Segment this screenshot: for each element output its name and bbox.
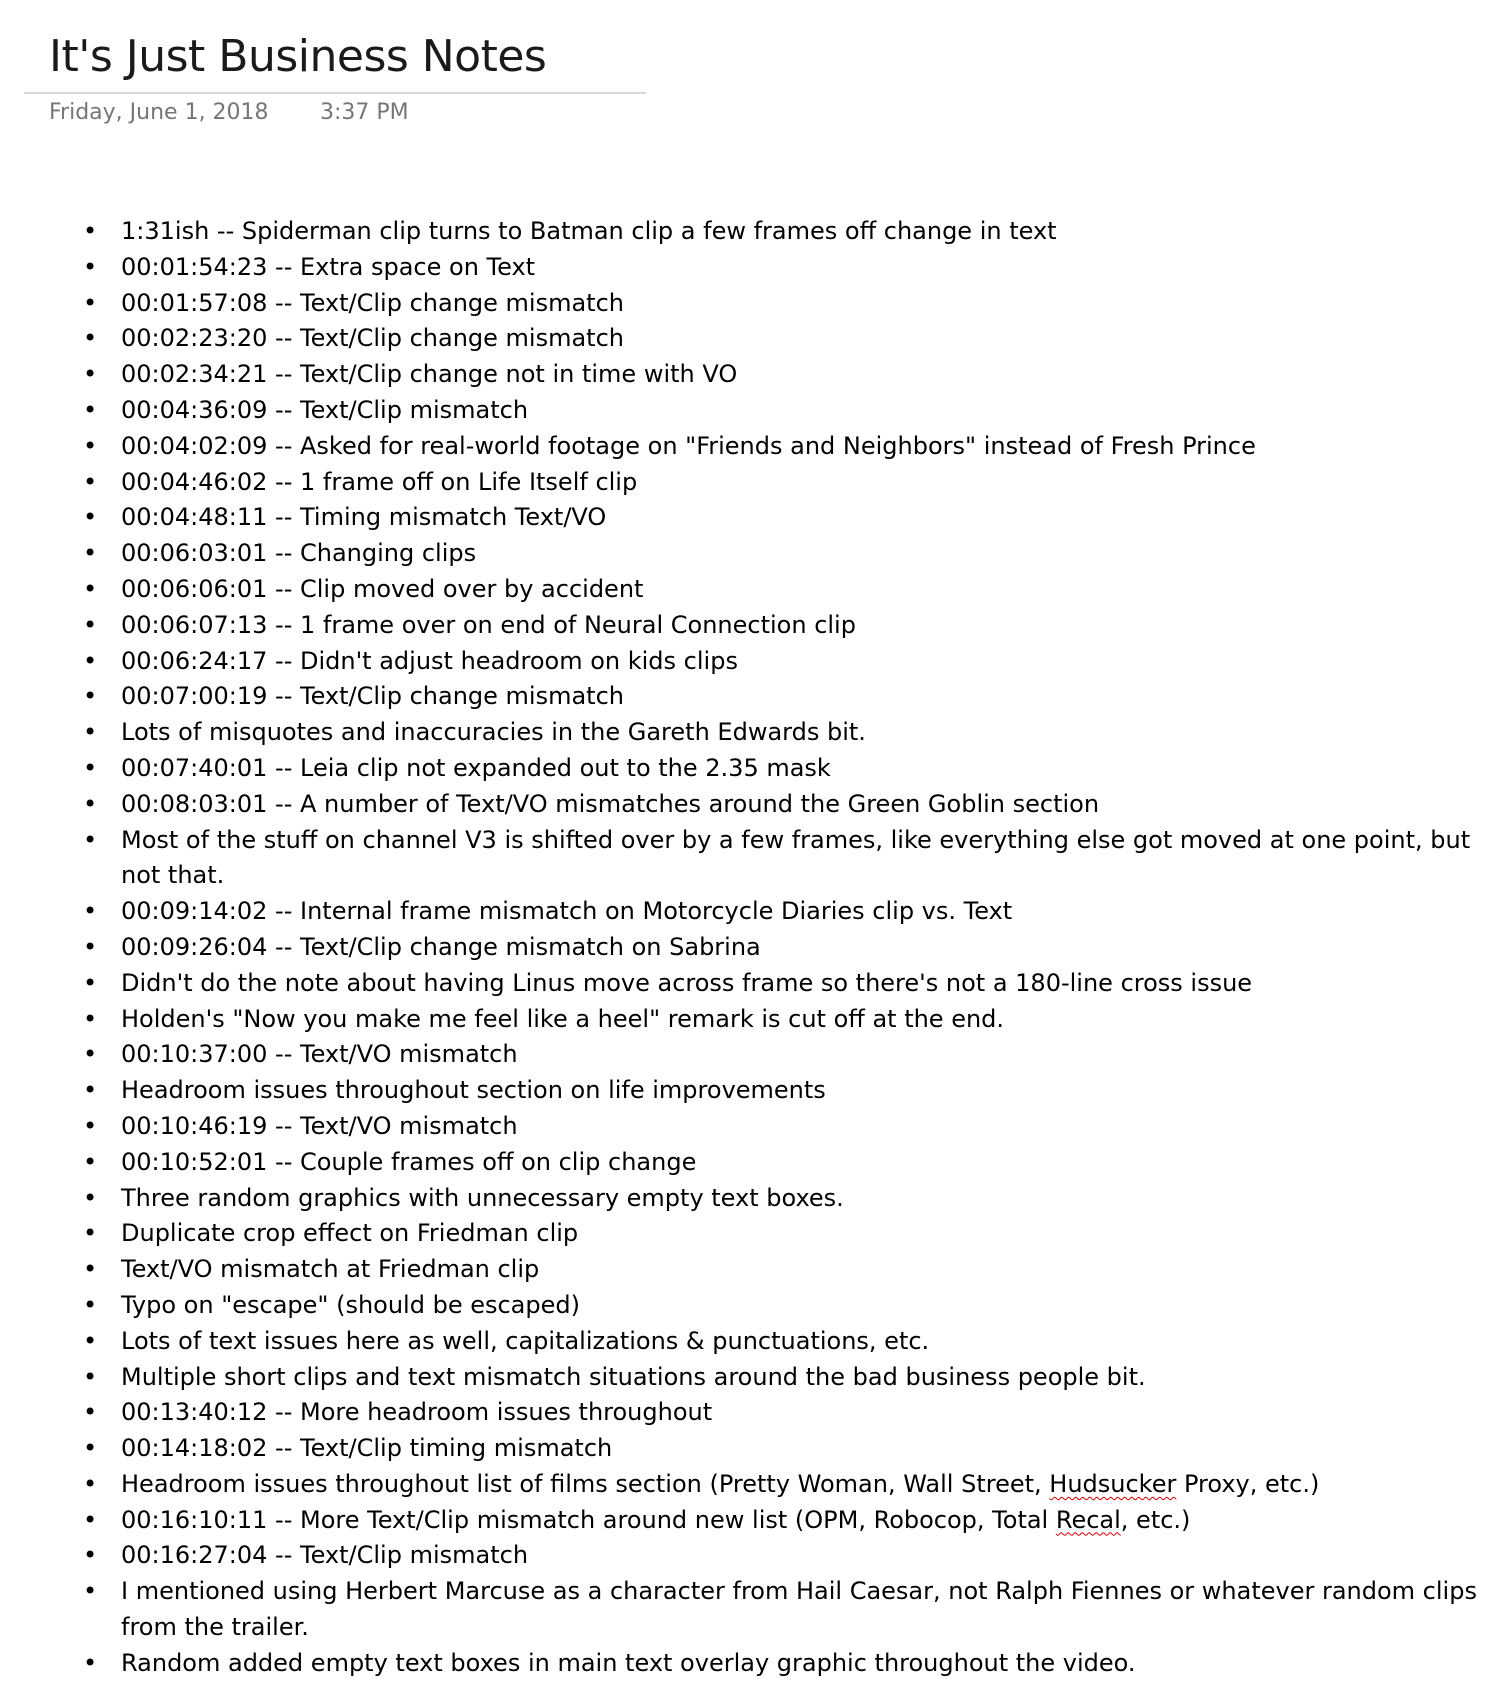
list-item[interactable]: [0, 214, 1490, 250]
bullet-icon: •: [83, 1111, 98, 1140]
bullet-icon: •: [83, 217, 98, 245]
list-item-text: Headroom issues throughout list of films section (Pretty Woman, Wall Street,: [121, 1469, 1050, 1498]
bullet-icon: •: [83, 324, 98, 353]
list-item[interactable]: [0, 1360, 1490, 1396]
bullet-icon: •: [83, 897, 98, 926]
bullet-icon: •: [83, 1541, 98, 1570]
list-item[interactable]: [0, 894, 1490, 930]
bullet-icon: •: [83, 1004, 98, 1033]
list-item-text: Didn't do the note about having Linus move across frame so there's not a 180-line cross issue: [121, 968, 1253, 997]
list-item-text: 00:09:26:04 -- Text/Clip change mismatch on Sabrina: [121, 932, 761, 961]
list-item-text: , etc.): [1120, 1505, 1191, 1534]
list-item-text: 00:06:06:01 -- Clip moved over by accident: [121, 574, 644, 603]
bullet-icon: •: [83, 825, 98, 854]
bullet-icon: •: [83, 1040, 98, 1069]
bullet-icon: •: [83, 1505, 98, 1534]
bullet-icon: •: [83, 1362, 98, 1391]
list-item-text: I mentioned using Herbert Marcuse as a character from Hail Caesar, not Ralph Fiennes or whatever random clips from the trailer.: [121, 1577, 1477, 1642]
list-item-text: 00:10:52:01 -- Couple frames off on clip change: [121, 1147, 697, 1176]
list-item[interactable]: [0, 1073, 1490, 1109]
list-item-text: 00:16:10:11 -- More Text/Clip mismatch around new list (OPM, Robocop, Total: [121, 1505, 1056, 1534]
list-item[interactable]: [0, 250, 1490, 286]
page-date: Friday, June 1, 2018: [49, 100, 269, 125]
list-item[interactable]: [0, 393, 1490, 429]
list-item[interactable]: [0, 787, 1490, 823]
bullet-icon: •: [83, 431, 98, 460]
bullet-icon: •: [83, 288, 98, 317]
page-title[interactable]: It's Just Business Notes: [49, 31, 547, 82]
list-item[interactable]: [0, 966, 1490, 1002]
list-item-text: 00:09:14:02 -- Internal frame mismatch on Motorcycle Diaries clip vs. Text: [121, 897, 1013, 926]
bullet-icon: •: [83, 1469, 98, 1498]
misspelled-word[interactable]: Recal: [1055, 1505, 1121, 1534]
list-item-text: Duplicate crop effect on Friedman clip: [121, 1219, 579, 1248]
bullet-icon: •: [83, 932, 98, 961]
list-item[interactable]: [0, 321, 1490, 357]
list-item[interactable]: [0, 679, 1490, 715]
list-item-text: 00:14:18:02 -- Text/Clip timing mismatch: [121, 1434, 613, 1463]
list-item[interactable]: [0, 357, 1490, 393]
list-item-text: Most of the stuff on channel V3 is shifted over by a few frames, like everything else got moved at one point, but not that.: [121, 825, 1471, 890]
list-item[interactable]: [0, 1324, 1490, 1360]
list-item[interactable]: [0, 1467, 1490, 1503]
list-item-text: Lots of text issues here as well, capitalizations & punctuations, etc.: [121, 1326, 930, 1355]
list-item-text: 00:02:34:21 -- Text/Clip change not in time with VO: [121, 360, 738, 389]
page-time: 3:37 PM: [320, 100, 409, 125]
list-item[interactable]: [0, 1252, 1490, 1288]
list-item-text: 00:06:24:17 -- Didn't adjust headroom on kids clips: [121, 646, 738, 675]
list-item[interactable]: [0, 1109, 1490, 1145]
list-item-text: 00:04:02:09 -- Asked for real-world footage on "Friends and Neighbors" instead of Fresh Prince: [121, 431, 1256, 460]
list-item[interactable]: [0, 572, 1490, 608]
list-item-text: Holden's "Now you make me feel like a heel" remark is cut off at the end.: [121, 1004, 1005, 1033]
bullet-icon: •: [83, 718, 98, 747]
bullet-icon: •: [83, 395, 98, 424]
bullet-icon: •: [83, 1076, 98, 1105]
bullet-icon: •: [83, 1434, 98, 1463]
list-item-text: Proxy, etc.): [1176, 1469, 1320, 1498]
list-item[interactable]: [0, 286, 1490, 322]
bullet-icon: •: [83, 252, 98, 281]
bullet-icon: •: [83, 1398, 98, 1427]
list-item[interactable]: [0, 429, 1490, 465]
list-item[interactable]: [0, 930, 1490, 966]
list-item[interactable]: [0, 1646, 1490, 1682]
list-item[interactable]: [0, 1181, 1490, 1217]
bullet-icon: •: [83, 1648, 98, 1677]
list-item[interactable]: [0, 1216, 1490, 1252]
list-item[interactable]: [0, 823, 1490, 895]
list-item-text: 00:13:40:12 -- More headroom issues throughout: [121, 1398, 713, 1427]
list-item-text: 00:08:03:01 -- A number of Text/VO mismatches around the Green Goblin section: [121, 789, 1100, 818]
bullet-icon: •: [83, 682, 98, 711]
list-item-text: 00:04:48:11 -- Timing mismatch Text/VO: [121, 503, 607, 532]
list-item[interactable]: [0, 715, 1490, 751]
list-item-text: 00:07:40:01 -- Leia clip not expanded out to the 2.35 mask: [121, 753, 831, 782]
list-item-text: Headroom issues throughout section on life improvements: [121, 1076, 826, 1105]
list-item[interactable]: [0, 1395, 1490, 1431]
bullet-icon: •: [83, 753, 98, 782]
misspelled-word[interactable]: Hudsucker: [1049, 1469, 1177, 1498]
bullet-icon: •: [83, 610, 98, 639]
list-item[interactable]: [0, 608, 1490, 644]
list-item-text: Three random graphics with unnecessary empty text boxes.: [121, 1183, 844, 1212]
list-item-text: 00:04:46:02 -- 1 frame off on Life Itself clip: [121, 467, 638, 496]
list-item[interactable]: [0, 1037, 1490, 1073]
bullet-icon: •: [83, 1326, 98, 1355]
list-item[interactable]: [0, 465, 1490, 501]
list-item-text: Lots of misquotes and inaccuracies in the Gareth Edwards bit.: [121, 718, 866, 747]
bullet-icon: •: [83, 1147, 98, 1176]
list-item-text: 00:10:37:00 -- Text/VO mismatch: [121, 1040, 518, 1069]
bullet-icon: •: [83, 789, 98, 818]
bullet-icon: •: [83, 360, 98, 389]
list-item[interactable]: [0, 1431, 1490, 1467]
list-item[interactable]: [0, 500, 1490, 536]
list-item-text: 00:06:07:13 -- 1 frame over on end of Neural Connection clip: [121, 610, 856, 639]
list-item[interactable]: [0, 1288, 1490, 1324]
list-item-text: Multiple short clips and text mismatch situations around the bad business people bit.: [121, 1362, 1146, 1391]
list-item-text: 00:02:23:20 -- Text/Clip change mismatch: [121, 324, 624, 353]
bullet-icon: •: [83, 1290, 98, 1319]
notes-list: [0, 214, 1490, 1682]
bullet-icon: •: [83, 503, 98, 532]
list-item-text: 00:06:03:01 -- Changing clips: [121, 539, 477, 568]
list-item[interactable]: [0, 1145, 1490, 1181]
list-item-text: Text/VO mismatch at Friedman clip: [121, 1255, 540, 1284]
bullet-icon: •: [83, 1577, 98, 1606]
list-item[interactable]: [0, 536, 1490, 572]
list-item-text: 1:31ish -- Spiderman clip turns to Batman clip a few frames off change in text: [121, 217, 1057, 245]
list-item-text: Typo on "escape" (should be escaped): [121, 1290, 580, 1319]
list-item[interactable]: [0, 1574, 1490, 1646]
bullet-icon: •: [83, 539, 98, 568]
bullet-icon: •: [83, 968, 98, 997]
bullet-icon: •: [83, 1219, 98, 1248]
list-item-text: 00:07:00:19 -- Text/Clip change mismatch: [121, 682, 624, 711]
bullet-icon: •: [83, 1255, 98, 1284]
list-item-text: 00:10:46:19 -- Text/VO mismatch: [121, 1111, 518, 1140]
list-item-text: 00:16:27:04 -- Text/Clip mismatch: [121, 1541, 529, 1570]
list-item[interactable]: [0, 1538, 1490, 1574]
list-item[interactable]: [0, 751, 1490, 787]
list-item-text: 00:01:54:23 -- Extra space on Text: [121, 252, 536, 281]
bullet-icon: •: [83, 467, 98, 496]
list-item-text: 00:04:36:09 -- Text/Clip mismatch: [121, 395, 529, 424]
list-item[interactable]: [0, 1002, 1490, 1038]
bullet-icon: •: [83, 1183, 98, 1212]
bullet-icon: •: [83, 574, 98, 603]
list-item-text: 00:01:57:08 -- Text/Clip change mismatch: [121, 288, 624, 317]
list-item-text: Random added empty text boxes in main text overlay graphic throughout the video.: [121, 1648, 1136, 1677]
title-divider: [24, 92, 646, 94]
bullet-icon: •: [83, 646, 98, 675]
list-item[interactable]: [0, 644, 1490, 680]
list-item[interactable]: [0, 1503, 1490, 1539]
